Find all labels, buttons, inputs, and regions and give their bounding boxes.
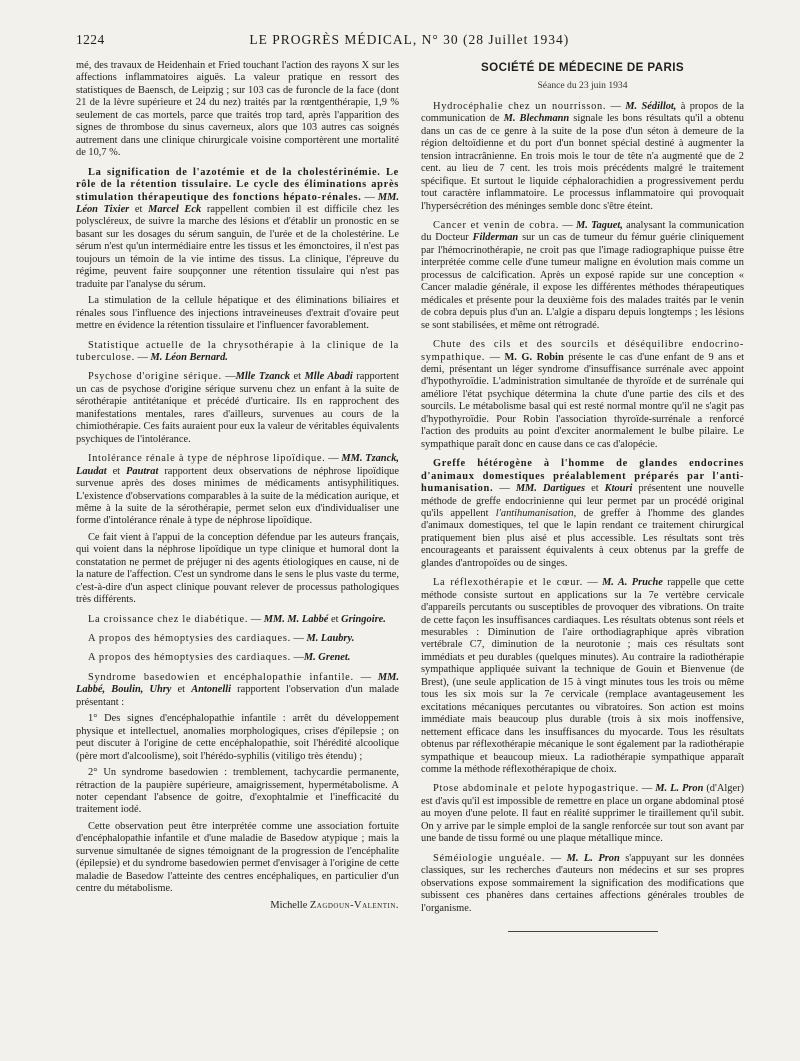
report-author: MM. Léon Tixier [76,191,399,215]
report-author: MM. Labbé, Boulin, Uhry [76,671,399,696]
report-title: La réflexothérapie et le cœur. [433,577,583,589]
right-column [421,60,744,932]
report-author: MM. M. Labbé [263,613,329,625]
report-hemoptysies-grenet: A propos des hémoptysies des cardiaques. —M. Grenet. [88,652,351,664]
report-author: MM. Tzanck, Laudat [76,453,399,477]
report-title: Psychose d'origine sérique. [88,371,222,383]
report-text-continued: Cette observation peut être interprétée comme une association fortuite d'encéphalopathie infantile et d'une maladie de Basedow atypique ; mais la survenue simultanée de signes témoignant de la progression de l'encéphalite (épilepsie) et du syndrome basedowien permet d'envisager à l'origine de cette maladie de Basedow l'atteinte des centres encéphaliques, en particulier d'un centre du métabolisme. [76,820,399,895]
report-author: M. Grenet. [303,652,351,664]
report-text: rapportent un cas de psychose d'origine sérique survenu chez un enfant à la suite de sérothérapie antitétanique et précédé d'urticaire. Ils en rapprochent des manifestations mentales, rares d'ailleurs, survenues au cours de la chimiothérapie. Ces faits auraient pour eux la valeur de véritables équivalents psychiques de l'intolérance. [76,371,399,445]
report-text: signale les bons résultats qu'il a obtenu dans un cas de ce genre à la suite de la pose d'un séton à demeure de la région deltoïdienne et du port d'un bonnet spécial destiné à augmenter la tension intracrânienne. En trois mois le tour de tête n'a augmenté que de 2 cent. au lieu de 7 cent. les trois mois précédents malgré le traitement spécifique. Et surtout le liquide céphalorachidien a progressivement perdu tout caractère inflammatoire. Le processus inflammatoire qui provoquait l'hypersécrétion des méninges semble donc s'être éteint. [421,113,745,212]
report-text: rapportent deux observations de néphrose lipoïdique survenue après des doses minimes de médicaments antisyphilitiques. L'existence d'observations comparables à la suite de la médication aurique, et même à la suite de la sérothérapie, permet selon eux d'individualiser une forme d'intolérance rénale à type de néphrose lipoïdique. [76,465,399,527]
running-head [76,32,744,60]
numbered-list [76,713,399,817]
report-text: s'appuyant sur les données classiques, sur les recherches d'auteurs non médecins et sur ses propres observations expose sommairement la signification des modifications que subissent ces phanères dans certaines affections générales troubles de l'organisme. [421,852,745,914]
report-author: Antonelli [191,684,232,696]
report-author: Mlle Tzanck [235,371,290,383]
journal-title: LE PROGRÈS MÉDICAL, N° 30 (28 Juillet 1934) [249,32,570,47]
report-croissance: La croissance chez le diabétique. — MM. M. Labbé et Gringoire. [88,613,386,625]
report-reflexotherapie: La réflexothérapie et le cœur. — M. A. Pruche rappelle que cette méthode consiste surtout en applications sur la 7e vertèbre cervicale d'appareils percutants ou susceptibles de provoquer des vibrations. On traite de cette façon les insuffisances cardiaques. Les résultats obtenus sont réels et mesurables : Diminution de l'aire orthodiagraphique après vibration vertébrale C7, diminution de la neurotonie ; mais ces résultats sont immédiats et peu durables (quelques minutes). Au contraire la radiothérapie sympathique appliquée suivant la technique de Gouin et Bienvenue (de Brest), (une seule application de 15 à vingt minutes tous les trois ou même tous les six mois sur la 7e cervicale (remplace avantageusement les excitations mécaniques percutantes ou vibratoires. Son action est moins immédiate mais beaucoup plus durable (trois à six mois inoffensive, nettement efficace dans les insuffisances du myocarde. Tous les résultats obtenus par réflexothérapie mécanique le sont également par la radiothérapie sympathique et beaucoup mieux. La radiothérapie sympathique apparaît comme la méthode réflexothérapique de choix. [421,577,744,776]
report-title: Statistique actuelle de la chrysothérapie à la clinique de la tuberculose. [76,339,399,363]
report-text-continued: La stimulation de la cellule hépatique et des éliminations biliaires et rénales sous l'influence des injections intraveineuses d'extrait d'ovaire peut mettre en évidence la rétention tissulaire et l'influencer favorablement. [76,295,399,332]
report-title: Intolérance rénale à type de néphrose lipoïdique. [88,453,326,465]
report-text: présente le cas d'une enfant de 9 ans et demi, présentant un léger syndrome d'insuffisance surrénale avec appoint d'hypothyroïdie. L'administration simultanée de thyroïde et de surrénale qui améliore l'état psychique détermina la chute d'une partie des cils et des sourcils. Le métabolisme basal qui est resté normal montre qu'il ne s'agit pas d'hypothyroïdie. Pour Robin l'association thyroïde-surrénale a renforcé l'action des produits au point d'exciter anormalement le bulbe pilaire. Le sympathique paraît donc en cause dans ce cas d'alopécie. [421,351,744,450]
report-hydrocephalie: Hydrocéphalie chez un nourrisson. — M. Sédillot, à propos de la communication de M. Blechmann signale les bons résultats qu'il a obtenu dans un cas de ce genre à la suite de la pose d'un séton à demeure de la région deltoïdienne et du port d'un bonnet spécial destiné à augmenter la tension intracrânienne. En trois mois le tour de tête n'a augmenté que de 2 cent. au lieu de 7 cent. les trois mois précédents malgré le traitement spécifique. Et surtout le liquide céphalorachidien a progressivement perdu tout caractère inflammatoire. Le processus inflammatoire qui provoquait l'hypersécrétion des méninges semble donc s'être éteint. [421,100,745,212]
left-column [76,60,399,932]
report-psychose: Psychose d'origine sérique. —Mlle Tzanck et Mlle Abadi rapportent un cas de psychose d'origine sérique survenu chez un enfant à la suite de sérothérapie antitétanique et précédé d'urticaire. Ils en rapprochent des manifestations mentales, rares d'ailleurs, survenues au cours de la chimiothérapie. Ces faits auraient pour eux la valeur de véritables équivalents psychiques de l'intolérance. [76,371,399,445]
report-title: A propos des hémoptysies des cardiaques. [88,633,291,645]
report-azotemie: La signification de l'azotémie et de la cholestérinémie. Le rôle de la rétention tissulaire. Le cycle des éliminations après stimulation thérapeutique des fonctions hépato-rénales. — MM. Léon Tixier et Marcel Eck rappellent combien il est difficile chez les polyscléreux, de suivre la marche des lésions et d'établir un pronostic en se basant sur les dosages du sérum sanguin, de l'urée et de la cholestérine. Le sérum n'est qu'un intermédiaire entre les tissus et les émonctoires, il n'est pas toujours un témoin de la vie intime des tissus. La clinique, l'épreuve du régime, peuvent faire soupçonner une rétention tissulaire qui n'est pas traduite par l'analyse du sérum. [76,166,399,290]
report-greffe: Greffe hétérogène à l'homme de glandes endocrines d'animaux domestiques préalablement préparés par l'anti-humanisation. — MM. Dartigues et Ktouri présentent une nouvelle méthode de greffe endocrinienne qui leur permet par un procédé original qu'ils appellent l'antihumanisation, de greffer à l'homme des glandes d'animaux domestiques, tel que le lapin rendant ce traitement chirurgical pratiquement bien plus aisé et plus accessible. Les résultats sont très encourageants et paraissent équivalents à ceux obtenus par la greffe de glandes d'antropoïdes ou de singes. [421,458,745,569]
report-title: A propos des hémoptysies des cardiaques. [88,652,291,664]
report-ptose: Ptose abdominale et pelote hypogastrique. — M. L. Pron (d'Alger) est d'avis qu'il est impossible de remettre en place un organe abdominal ptosé au moyen d'une pelote. Il faut en réalité supprimer le tiraillement qu'il subit. On y arrive par le simple emploi de la sangle renforcée sur tout son avant par une bande de tissu formé ou une plaque métallique mince. [421,783,744,845]
report-author: Gringoire. [341,613,386,625]
report-cancer-cobra: Cancer et venin de cobra. — M. Taguet, analysant la communication du Docteur Filderman sur un cas de tumeur du fémur guérie cliniquement par l'hémocrinothérapie, ne croit pas que l'image radiographique puisse être interprétée comme celle d'une tumeur maligne en évolution mais comme un processus de calcification. Après un exposé rapide sur une conception « Cancer maladie générale, il expose les différentes méthodes thérapeutiques médicales et présente pour la deuxième fois des malades traités par le venin de cobra depuis plus d'un an. L'algie a disparu depuis longtemps ; les lésions se sont stabilisées, et même ont rétrogradé. [421,219,745,331]
report-chrysotherapie: Statistique actuelle de la chrysothérapie à la clinique de la tuberculose. — M. Léon Bernard. [76,339,399,363]
report-author: Filderman [472,232,519,244]
report-title: Chute des cils et des sourcils et déséquilibre endocrino-sympathique. [421,339,744,363]
report-author: Marcel Eck [148,203,202,215]
two-column-body [76,60,744,932]
report-text-continued: Ce fait vient à l'appui de la conception défendue par les auteurs français, qui voient dans la néphrose lipoïdique un type clinique et humoral dont la constatation ne permet de préjuger ni des agents étiologiques en cause, ni de la nature de l'affection. C'est un syndrome dans le sens le plus vaste du terme, c'est-à-dire d'un aspect clinique pouvant relever de processus pathologiques très différents. [76,531,399,606]
report-author: M. Laubry. [306,633,355,645]
page-number: 1224 [76,32,105,47]
report-author: M. Sédillot, [625,100,677,112]
report-text: (d'Alger) est d'avis qu'il est impossible de remettre en place un organe abdominal ptosé au moyen d'une pelote. Il faut en réalité supprimer le tiraillement qu'il subit. On y arrive par le simple emploi de la sangle renforcée sur tout son avant par une bande de tissu formé ou une plaque métallique mince. [421,783,744,845]
report-author: M. L. Pron [566,852,620,864]
section-heading: SOCIÉTÉ DE MÉDECINE DE PARIS [481,61,684,74]
report-text: rappellent combien il est difficile chez les polyscléreux, de suivre la marche des lésions et d'établir un pronostic en se basant sur les dosages du sérum sanguin, de l'urée et de la cholestérine. Le sérum n'est qu'un intermédiaire entre les tissus et les émonctoires, il n'est pas toujours un témoin de la vie intime des tissus. La clinique, l'épreuve du régime, peuvent faire soupçonner une rétention tissulaire qui n'est pas traduite par l'analyse du sérum. [76,203,399,290]
session-date: Séance du 23 juin 1934 [537,80,628,92]
report-title: La croissance chez le diabétique. [88,613,249,625]
report-author: M. Blechmann [503,113,570,125]
report-text: rapportent l'observation d'un malade présentant : [76,684,399,708]
intro-paragraph: mé, des travaux de Heidenhain et Fried touchant l'action des rayons X sur les affections inflammatoires aiguës. La valeur pratique en ressort des statistiques de Baensch, de Leipzig ; sur 103 cas de furoncle de la face (dont 21 de la lèvre supérieure et 24 du nez) traités par la rœntgenthérapie, 1,9 % seulement de cas mortels, parce que traités trop tard, après l'apparition des signes de thrombose du sinus caverneux, alors que 103 autres cas soignés autrement dans une clinique chirurgicale voisine comportèrent une mortalité de 10,7 %. [76,60,399,159]
report-author: M. A. Pruche [602,577,663,589]
author-signature: Michelle Zagdoun-Valentin. [270,899,399,911]
report-term: l'antihumanisation, [495,507,577,519]
report-title: La signification de l'azotémie et de la cholestérinémie. Le rôle de la rétention tissulaire. Le cycle des éliminations après stimulation thérapeutique des fonctions hépato-rénales. [76,166,399,203]
report-chute-cils: Chute des cils et des sourcils et déséquilibre endocrino-sympathique. — M. G. Robin présente le cas d'une enfant de 9 ans et demi, présentant un léger syndrome d'insuffisance surrénale avec appoint d'hypothyroïdie. L'administration simultanée de thyroïde et de surrénale qui améliore l'état psychique détermina la chute d'une partie des cils et des sourcils. Le métabolisme basal qui est resté normal montre qu'il ne s'agit pas d'hypothyroïdie. Pour Robin l'association thyroïde-surrénale a renforcé l'action des produits au point d'exciter anormalement le bulbe pilaire. Le sympathique paraît donc en cause dans ce cas d'alopécie. [421,339,744,450]
report-author: MM. Dartigues [515,483,586,495]
report-author: M. Taguet, [576,219,623,231]
report-author: Pautrat [126,465,159,477]
list-item: 2° Un syndrome basedowien : tremblement, tachycardie permanente, rétraction de la paupière supérieure, amaigrissement, hypermétabolisme. A noter cependant l'absence de goitre, d'exophtalmie et l'inefficacité du traitement iodé. [76,767,399,816]
report-nephrose: Intolérance rénale à type de néphrose lipoïdique. — MM. Tzanck, Laudat et Pautrat rapportent deux observations de néphrose lipoïdique survenue après des doses minimes de médicaments antisyphilitiques. L'existence d'observations comparables à la suite de la médication aurique, et même à la suite de la sérothérapie, permet selon eux d'individualiser une forme d'intolérance rénale à type de néphrose lipoïdique. [76,453,399,527]
report-hemoptysies-laubry: A propos des hémoptysies des cardiaques. — M. Laubry. [88,633,355,645]
report-title: Séméiologie unguéale. [433,852,546,864]
end-rule [508,931,658,932]
report-text: de greffer à l'homme des glandes d'animaux domestiques, tel que le lapin rendant ce traitement chirurgical pratiquement bien plus aisé et plus accessible. Les résultats sont très encourageants et paraissent équivalents à ceux obtenus par la greffe de glandes d'antropoïdes ou de singes. [421,507,745,569]
report-author: M. G. Robin [504,351,564,363]
report-title: Hydrocéphalie chez un nourrisson. [433,100,607,112]
report-author: Ktouri [604,483,633,495]
report-basedow: Syndrome basedowien et encéphalopathie infantile. — MM. Labbé, Boulin, Uhry et Antonelli rapportent l'observation d'un malade présentant : [76,671,399,708]
report-text: sur un cas de tumeur du fémur guérie cliniquement par l'hémocrinothérapie, ne croit pas que l'image radiographique puisse être interprétée comme celle d'une tumeur maligne en évolution mais comme un processus de calcification. Après un exposé rapide sur une conception « Cancer maladie générale, il expose les différentes méthodes thérapeutiques médicales et présente pour la deuxième fois des malades traités par le venin de cobra depuis plus d'un an. L'algie a disparu depuis longtemps ; les lésions se sont stabilisées, et même ont rétrogradé. [421,232,744,331]
report-title: Ptose abdominale et pelote hypogastrique. [433,783,639,795]
report-title: Syndrome basedowien et encéphalopathie infantile. [88,671,354,683]
report-text: rappelle que cette méthode consiste surtout en applications sur la 7e vertèbre cervicale d'appareils percutants ou susceptibles de provoquer des vibrations. On traite de cette façon les insuffisances cardiaques. Les résultats obtenus sont réels et mesurables : Diminution de l'aire orthodiagraphique après vibration vertébrale C7, diminution de la neurotonie ; mais ces résultats sont immédiats et peu durables (quelques minutes). Au contraire la radiothérapie sympathique appliquée suivant la technique de Gouin et Bienvenue (de Brest), (une seule application de 15 à vingt minutes tous les trois ou même tous les six mois sur la 7e cervicale (remplace avantageusement les excitations mécaniques percutantes ou vibratoires. Son action est moins immédiate mais beaucoup plus durable (trois à six mois inoffensive, nettement efficace dans les insuffisances du myocarde. Tous les résultats obtenus par réflexothérapie mécanique le sont également par la radiothérapie sympathique et beaucoup mieux. La radiothérapie sympathique apparaît comme la méthode réflexothérapique de choix. [421,577,744,776]
report-title: Greffe hétérogène à l'homme de glandes endocrines d'animaux domestiques préalablement préparés par l'anti-humanisation. [421,458,744,495]
report-author: M. L. Pron [655,783,704,795]
report-author: Mlle Abadi [304,371,353,383]
report-author: M. Léon Bernard. [150,351,228,363]
report-text: présentent une nouvelle méthode de greffe endocrinienne qui leur permet par un procédé original qu'ils appellent [421,483,744,519]
report-semeiologie: Séméiologie unguéale. — M. L. Pron s'appuyant sur les données classiques, sur les recherches d'auteurs non médecins et sur ses propres observations expose sommairement la signification des modifications que subissent ces phanères dans certaines affections générales troubles de l'organisme. [421,852,745,914]
list-item: 1° Des signes d'encéphalopathie infantile : arrêt du développement physique et intellectuel, anomalies morphologiques, crises d'épilepsie ; on peut discuter à l'origine de cette encéphalopathie, soit l'hérédité alcoolique (père mort d'alcoolisme), soit l'hérédo-syphilis (vitiligo très étendu) ; [76,713,399,762]
report-title: Cancer et venin de cobra. [433,219,560,231]
